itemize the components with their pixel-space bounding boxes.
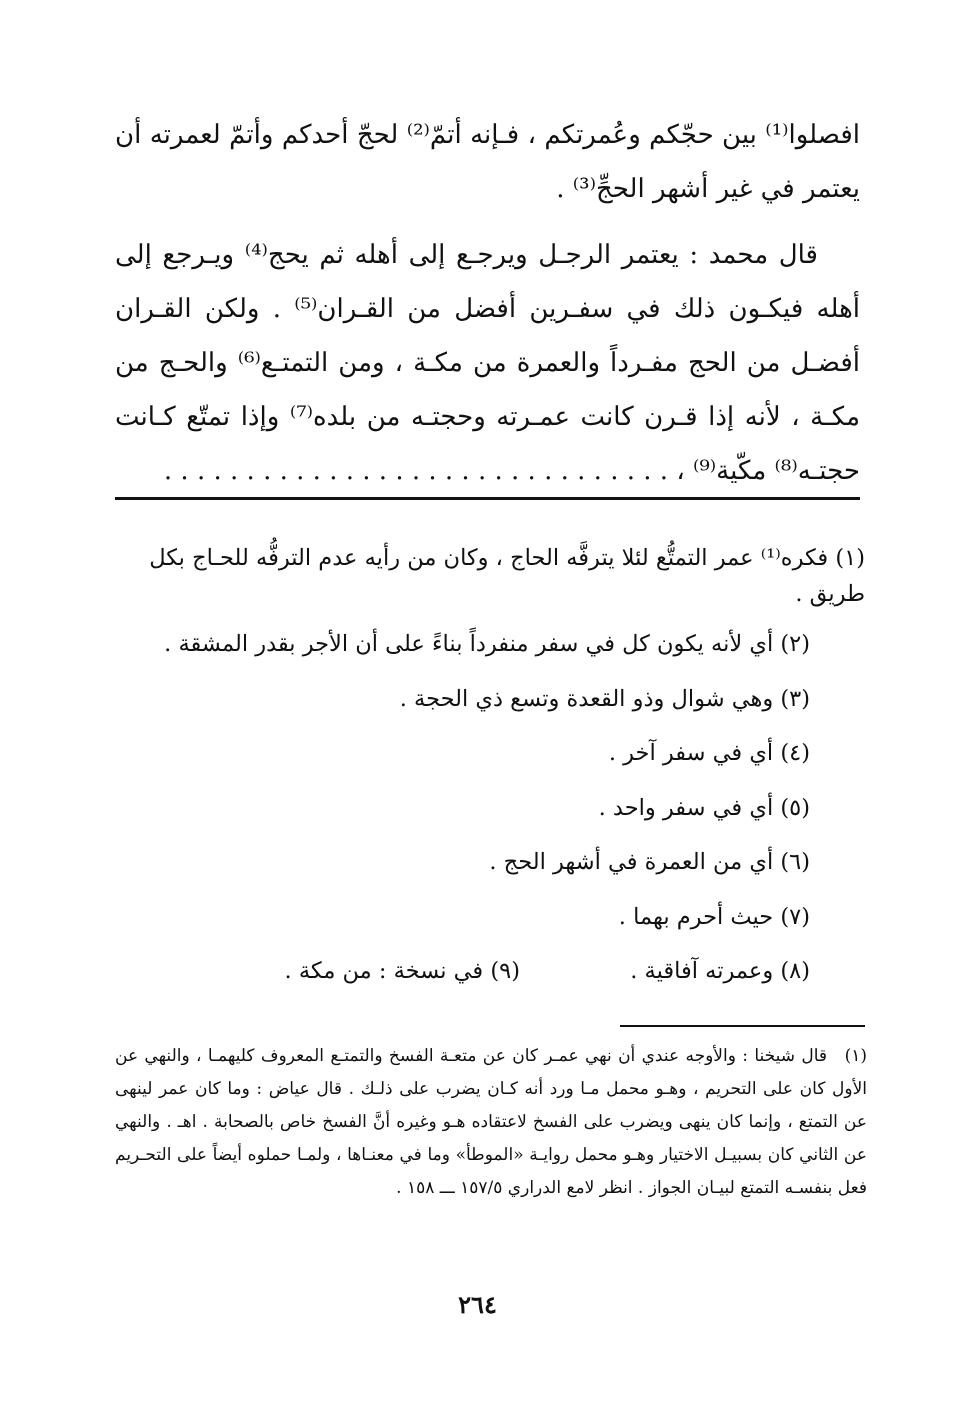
subnote-separator — [620, 1025, 865, 1027]
footnotes — [115, 540, 865, 989]
sub-footnote — [115, 1040, 867, 1205]
sub-footnote-text: قال شيخنا : والأوجه عندي أن نهي عمـر كان عن متعـة الفسخ والتمتـع المعروف كليهمـا ، والنهي عن الأول كان على التحريم ، وهـو محمل مـا ورد أنه كـان يضرب على ذلـك . قال عياض : وما كان عمر لينهى عن التمتع ، وإنما كان ينهى ويضرب على الفسخ لاعتقاده هـو وغيره أنَّ الفسخ خاص بالصحابة . اهـ . والنهي عن الثاني كان بسبيـل الاختيار وهـو محمل روايـة «الموطأ» وما في معنـاها ، ولمـا حملوه أيضاً على التحـريم فعل بنفسـه التمتع لبيـان الجواز . انظر لامع الدراري ١٥٧/٥ ـــ ١٥٨ . — [115, 1046, 867, 1198]
footnote-3: (٣) وهي شوال وذو القعدة وتسع ذي الحجة . — [399, 685, 810, 712]
footnote-6: (٦) أي من العمرة في أشهر الحج . — [489, 849, 810, 875]
page-number: ٢٦٤ — [458, 1290, 497, 1319]
sub-footnote-number: (١) — [844, 1046, 867, 1066]
footnote-4: (٤) أي في سفر آخر . — [608, 740, 810, 766]
main-text-block — [115, 108, 860, 498]
footnote-7: (٧) حيث أحرم بهما . — [618, 903, 810, 930]
footnote-1: (١) فكره⁽¹⁾ عمر التمتُّع لئلا يترفَّه الحاج ، وكان من رأيه عدم الترفُّه للحـاج بكل طريق . — [149, 545, 865, 607]
main-paragraph-1: افصلوا⁽¹⁾ بين حجّكم وعُمرتكم ، فـإنه أتمّ⁽²⁾ لحجّ أحدكم وأتمّ لعمرته أن يعتمر في غير أشهر الحجِّ⁽³⁾ . — [115, 120, 860, 204]
footnote-2: (٢) أي لأنه يكون كل في سفر منفرداً بناءً على أن الأجر بقدر المشقة . — [164, 631, 810, 657]
footnote-8: (٨) وعمرته آفاقية . — [630, 958, 810, 984]
footnote-9: (٩) في نسخة : من مكة . — [284, 958, 520, 984]
footnote-5: (٥) أي في سفر واحد . — [598, 794, 810, 821]
main-paragraph-2: قال محمد : يعتمر الرجـل ويرجـع إلى أهله ثم يحج⁽⁴⁾ ويـرجع إلى أهله فيكـون ذلك في سفـرين أفضل من القـران⁽⁵⁾ . ولكن القـران أفضـل من الحج مفـرداً والعمرة من مكـة ، ومن التمتـع⁽⁶⁾ والحـج من مكـة ، لأنه إذا قـرن كانت عمـرته وحجتـه من بلده⁽⁷⁾ وإذا تمتّع كـانت حجتـه⁽⁸⁾ مكّية⁽⁹⁾ ، . . . . . . . . . . . . . . . . . . . . . . . . . . . . . . . — [115, 240, 861, 486]
footnote-separator — [115, 497, 860, 500]
footnote-pair — [115, 953, 865, 989]
